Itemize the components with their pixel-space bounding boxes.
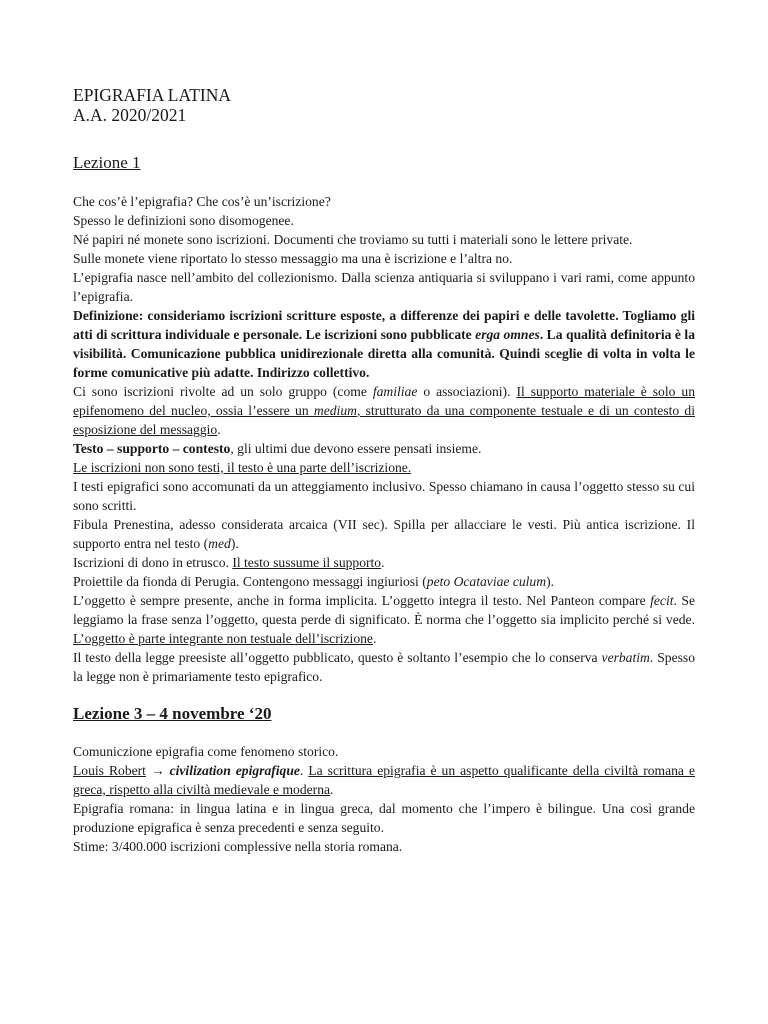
paragraph: I testi epigrafici sono accomunati da un atteggiamento inclusivo. Spesso chiamano in causa l’oggetto stesso su cui sono scritti.	[73, 479, 695, 513]
text-run: Definizione: consideriamo iscrizioni scritture esposte, a differenze dei papiri e delle tavolette. Togliamo gli atti di scrittura individuale e personale. Le iscrizioni sono pubblicate	[73, 308, 695, 342]
text-run: Proiettile da fionda di Perugia. Contengono messaggi ingiuriosi (	[73, 574, 427, 589]
text-run: Il testo della legge preesiste all’oggetto pubblicato, questo è soltanto l’esempio che lo conserva	[73, 650, 602, 665]
text-run: . La qualità definitoria è la visibilità. Comunicazione pubblica unidirezionale diretta alla comunità. Quindi sceglie di volta in volta le forme comunicative più adatte. Indirizzo collettivo.	[73, 327, 696, 380]
arrow-right-icon: →	[145, 763, 170, 778]
document-title: EPIGRAFIA LATINA	[73, 85, 231, 105]
text-run: .	[217, 422, 221, 437]
lesson-3-body	[73, 742, 695, 856]
definition-paragraph	[73, 306, 695, 382]
underlined-text: Il supporto materiale è solo un epifenomeno del nucleo, ossia l’essere un	[73, 384, 695, 418]
italic-term: fecit	[650, 593, 674, 608]
text-run: . Spesso la legge non è primariamente testo epigrafico.	[73, 650, 695, 684]
italic-term: medium	[313, 403, 357, 418]
underlined-text: La scrittura epigrafia è un aspetto qualificante della civiltà romana e greca, rispetto alla civiltà medievale e moderna	[73, 763, 696, 797]
text-run: L’oggetto è sempre presente, anche in forma implicita. L’oggetto integra il testo. Nel Panteon compare	[73, 593, 651, 608]
lesson-3-heading: Lezione 3 – 4 novembre ‘20	[73, 704, 272, 723]
text-run: , gli ultimi due devono essere pensati insieme.	[230, 441, 482, 456]
paragraph: L’epigrafia nasce nell’ambito del collezionismo. Dalla scienza antiquaria si sviluppano i vari rami, come appunto l’epigrafia.	[73, 270, 695, 304]
text-run: . Se leggiamo la frase senza l’oggetto, questa perde di significato. È norma che l’oggetto sia implicito perché si vede.	[73, 593, 695, 627]
underlined-text: Il testo sussume il supporto	[232, 555, 382, 570]
underlined-text: , strutturato da una componente testuale e di un contesto di esposizione del messaggio	[73, 403, 696, 437]
paragraph	[73, 515, 695, 553]
text-run: Ci sono iscrizioni rivolte ad un solo gruppo (come	[73, 384, 373, 399]
italic-term: erga omnes	[475, 327, 540, 342]
bold-italic-term: civilization epigrafique	[169, 763, 300, 778]
text-run: Fibula Prenestina, adesso considerata arcaica (VII sec). Spilla per allacciare le vesti. Più antica iscrizione. Il supporto entra nel testo (	[73, 517, 695, 551]
text-run: .	[372, 631, 377, 646]
italic-term: verbatim	[601, 650, 650, 665]
paragraph: Sulle monete viene riportato lo stesso messaggio ma una è iscrizione e l’altra no.	[73, 251, 513, 266]
paragraph: Comuniczione epigrafia come fenomeno storico.	[73, 744, 339, 759]
italic-term: med	[208, 536, 231, 551]
paragraph	[73, 553, 695, 572]
paragraph: Epigrafia romana: in lingua latina e in lingua greca, dal momento che l’impero è bilingue. Una così grande produzione epigrafica è senza precedenti e senza seguito.	[73, 801, 695, 835]
underlined-text: L’oggetto è parte integrante non testuale dell’iscrizione	[73, 631, 373, 646]
text-run: .	[299, 763, 309, 778]
underlined-paragraph: Le iscrizioni non sono testi, il testo è una parte dell’iscrizione.	[73, 460, 412, 475]
paragraph	[73, 382, 695, 439]
paragraph: Stime: 3/400.000 iscrizioni complessive nella storia romana.	[73, 839, 403, 854]
academic-year: A.A. 2020/2021	[73, 105, 187, 125]
text-run: ).	[230, 536, 239, 551]
text-run: ).	[546, 574, 554, 589]
text-run: o associazioni).	[417, 384, 517, 399]
underlined-text: Louis Robert	[73, 763, 146, 778]
paragraph	[73, 439, 695, 458]
italic-term: familiae	[372, 384, 418, 399]
paragraph	[73, 572, 695, 591]
text-run: .	[330, 782, 334, 797]
paragraph: Spesso le definizioni sono disomogenee.	[73, 213, 294, 228]
paragraph: Che cos’è l’epigrafia? Che cos’è un’iscrizione?	[73, 194, 331, 209]
paragraph	[73, 591, 695, 648]
bold-text: Testo – supporto – contesto	[73, 441, 231, 456]
paragraph: Né papiri né monete sono iscrizioni. Documenti che troviamo su tutti i materiali sono le lettere private.	[73, 232, 633, 247]
italic-term: peto Ocataviae culum	[426, 574, 547, 589]
paragraph	[73, 648, 695, 686]
paragraph	[73, 761, 695, 799]
lesson-1-heading: Lezione 1	[73, 153, 141, 172]
document-page	[73, 85, 695, 856]
text-run: Iscrizioni di dono in etrusco.	[73, 555, 233, 570]
text-run: .	[381, 555, 385, 570]
lesson-1-body	[73, 192, 695, 686]
